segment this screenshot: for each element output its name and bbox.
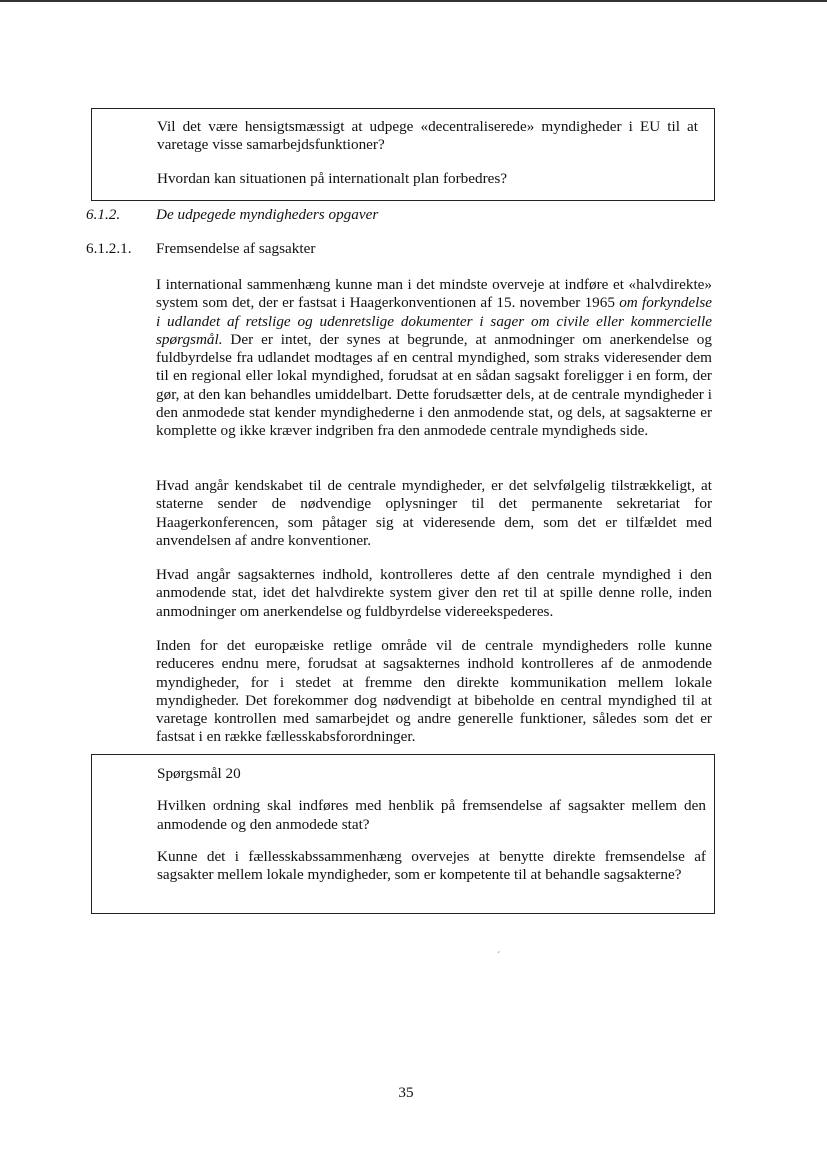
box2-question-2: Kunne det i fællesskabssammenhæng overvejes at benytte direkte fremsendelse af sagsakter mellem lokale myndigheder, som er kompetente til at behandle sagsakterne? <box>157 847 706 884</box>
paragraph-3 <box>156 566 712 621</box>
section-heading-6-1-2 <box>86 206 378 224</box>
box2-question-1: Hvilken ordning skal indføres med henblik på fremsendelse af sagsakter mellem den anmodende og den anmodede stat? <box>157 797 706 833</box>
paragraph-3-text: Hvad angår sagsakternes indhold, kontrolleres dette af den centrale myndighed i den anmodende stat, idet det halvdirekte system giver den ret til at spille denne rolle, inden anmodninger om anerkendelse og fuldbyrdelse videreekspederes. <box>156 566 712 620</box>
paragraph-4-text: Inden for det europæiske retlige område vil de centrale myndigheders rolle kunne reduceres endnu mere, forudsat at sagsakternes indhold kontrolleres af de anmodende myndigheder, for i stedet at fremme den direkte kommunikation mellem lokale myndigheder. Det forekommer dog nødvendigt at bibeholde en central myndighed til at varetage kontrollen med samarbejdet og andre generelle funktioner, således som det er fastsat i en række fællesskabsforordninger. <box>156 637 712 746</box>
paragraph-1-text-a: I international sammenhæng kunne man i det mindste overveje at indføre et «halvdirekte» system som det, der er fastsat i Haagerkonventionen af 15. november 1965 <box>156 276 712 312</box>
page-number: 35 <box>398 1084 414 1101</box>
paragraph-4 <box>156 637 712 747</box>
question-box-1 <box>91 108 715 201</box>
paragraph-2 <box>156 477 712 550</box>
box2-title: Spørgsmål 20 <box>157 765 241 782</box>
convention-title: om forkyndelse i udlandet af retslige og udenretslige dokumenter i sager om civile eller kommercielle spørgsmål. <box>156 294 712 348</box>
section-heading-6-1-2-1 <box>86 240 315 258</box>
scan-speck: ´ <box>497 951 501 962</box>
paragraph-2-text: Hvad angår kendskabet til de centrale myndigheder, er det selvfølgelig tilstrækkeligt, at staterne sender de nødvendige oplysninger til det permanente sekretariat for Haagerkonferencen, som påtager sig at videresende dem, som det er tilfældet med anvendelsen af andre konventioner. <box>156 477 712 549</box>
subsection-title: Fremsendelse af sagsakter <box>156 240 316 257</box>
paragraph-1 <box>156 276 712 441</box>
subsection-number: 6.1.2.1. <box>86 240 132 257</box>
section-title: De udpegede myndigheders opgaver <box>156 206 379 223</box>
question-box-20 <box>91 754 715 914</box>
paragraph-1-text-b: Der er intet, der synes at begrunde, at anmodninger om anerkendelse og fuldbyrdelse fra udlandet modtages af en central myndighed, som straks videresender dem til en regional eller lokal myndighed, forudsat at en sådan sagsakt foreligger i en form, der gør, at den kan behandles umiddelbart. Dette forudsætter dels, at de centrale myndigheder i den anmodede stat kender myndighederne i den anmodende stat, og dels, at sagsakterne er komplette og ikke kræver indgriben fra den anmodede centrale myndigheds side. <box>156 330 712 440</box>
section-number: 6.1.2. <box>86 206 121 223</box>
box1-question-1: Vil det være hensigtsmæssigt at udpege «decentraliserede» myndigheder i EU til at varetage visse samarbejdsfunktioner? <box>157 118 698 154</box>
top-scan-rule <box>0 0 827 2</box>
box1-question-2: Hvordan kan situationen på internationalt plan forbedres? <box>157 169 508 187</box>
